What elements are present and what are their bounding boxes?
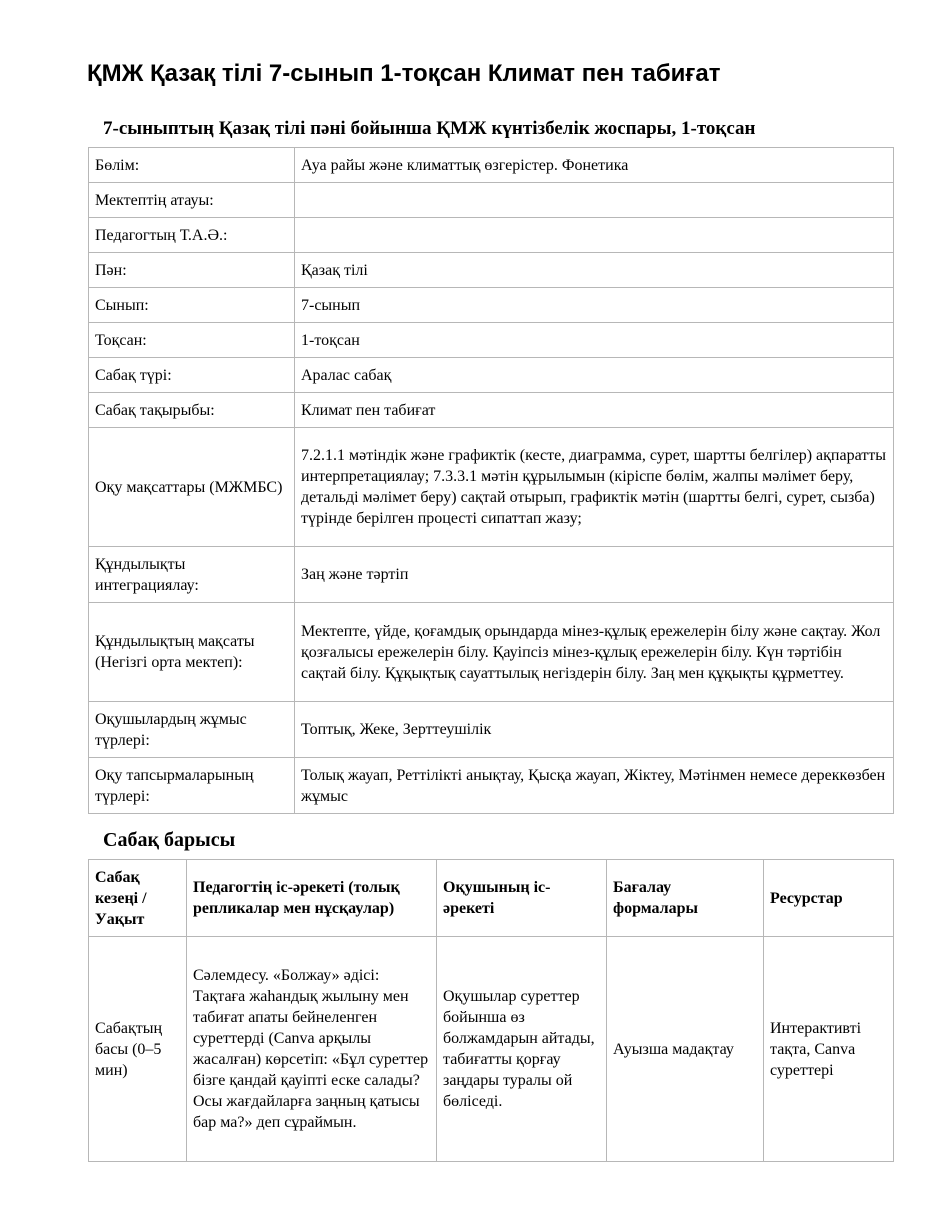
info-value: Климат пен табиғат	[295, 393, 894, 428]
info-label: Сабақ түрі:	[89, 358, 295, 393]
info-label: Оқушылардың жұмыс түрлері:	[89, 702, 295, 758]
lesson-plan-table	[88, 859, 894, 1162]
info-label: Бөлім:	[89, 148, 295, 183]
table-row-value-goal	[89, 603, 894, 702]
info-value: Ауа райы және климаттық өзгерістер. Фонетика	[295, 148, 894, 183]
info-label: Құндылықтың мақсаты (Негізгі орта мектеп):	[89, 603, 295, 702]
info-value: Қазақ тілі	[295, 253, 894, 288]
column-header-student-activity: Оқушының іс-әрекеті	[437, 860, 607, 937]
info-value	[295, 183, 894, 218]
table-row-teacher-name	[89, 218, 894, 253]
table-row-section	[89, 148, 894, 183]
info-value: Толық жауап, Реттілікті анықтау, Қысқа жауап, Жіктеу, Мәтінмен немесе дереккөзбен жұмыс	[295, 758, 894, 814]
info-label: Мектептің атауы:	[89, 183, 295, 218]
document-subtitle: 7-сыныптың Қазақ тілі пәні бойынша ҚМЖ күнтізбелік жоспары, 1-тоқсан	[103, 118, 756, 139]
column-header-resources: Ресурстар	[764, 860, 894, 937]
info-label: Оқу мақсаттары (МЖМБС)	[89, 428, 295, 547]
cell-teacher-activity: Сәлемдесу. «Болжау» әдісі: Тақтаға жаһандық жылыну мен табиғат апаты бейнеленген суреттерді (Canva арқылы жасалған) көрсетіп: «Бұл суреттер бізге қандай қауіпті еске салады? Осы жағдайларға заңның қатысы бар ма?» деп сұраймын.	[187, 937, 437, 1162]
section-heading: Сабақ барысы	[103, 829, 236, 851]
info-value	[295, 218, 894, 253]
lesson-info-table	[88, 147, 894, 814]
info-value: 7-сынып	[295, 288, 894, 323]
info-value: Заң және тәртіп	[295, 547, 894, 603]
info-label: Педагогтың Т.А.Ә.:	[89, 218, 295, 253]
table-row-quarter	[89, 323, 894, 358]
table-row-work-types	[89, 702, 894, 758]
info-value: Аралас сабақ	[295, 358, 894, 393]
page-title: ҚМЖ Қазақ тілі 7-сынып 1-тоқсан Климат пен табиғат	[87, 60, 721, 87]
info-label: Сабақ тақырыбы:	[89, 393, 295, 428]
table-row-school-name	[89, 183, 894, 218]
table-row	[89, 937, 894, 1162]
cell-student-activity: Оқушылар суреттер бойынша өз болжамдарын айтады, табиғатты қорғау заңдары туралы ой бөліседі.	[437, 937, 607, 1162]
info-value: Мектепте, үйде, қоғамдық орындарда мінез-құлық ережелерін білу және сақтау. Жол қозғалысы ережелерін білу. Қауіпсіз мінез-құлық ережелерін білу. Күн тәртібін сақтай білу. Құқықтық сауаттылық негіздерін білу. Заң мен құқықты құрметтеу.	[295, 603, 894, 702]
info-label: Сынып:	[89, 288, 295, 323]
info-value: Топтық, Жеке, Зерттеушілік	[295, 702, 894, 758]
table-header-row	[89, 860, 894, 937]
info-label: Оқу тапсырмаларының түрлері:	[89, 758, 295, 814]
table-row-lesson-type	[89, 358, 894, 393]
cell-stage: Сабақтың басы (0–5 мин)	[89, 937, 187, 1162]
cell-resources: Интерактивті тақта, Canva суреттері	[764, 937, 894, 1162]
table-row-grade	[89, 288, 894, 323]
column-header-stage: Сабақ кезеңі / Уақыт	[89, 860, 187, 937]
info-value: 7.2.1.1 мәтіндік және графиктік (кесте, диаграмма, сурет, шартты белгілер) ақпаратты интерпретациялау; 7.3.3.1 мәтін құрылымын (кіріспе бөлім, жалпы мәлімет беру, детальді мәлімет беру) сақтай отырып, графиктік мәтін (шартты белгі, сурет, сызба) түрінде берілген процесті сипаттап жазу;	[295, 428, 894, 547]
cell-assessment: Ауызша мадақтау	[607, 937, 764, 1162]
column-header-teacher-activity: Педагогтің іс-әрекеті (толық репликалар мен нұсқаулар)	[187, 860, 437, 937]
info-value: 1-тоқсан	[295, 323, 894, 358]
table-row-learning-objectives	[89, 428, 894, 547]
info-label: Тоқсан:	[89, 323, 295, 358]
table-row-lesson-topic	[89, 393, 894, 428]
table-row-task-types	[89, 758, 894, 814]
info-label: Пән:	[89, 253, 295, 288]
table-row-value-integration	[89, 547, 894, 603]
table-row-subject	[89, 253, 894, 288]
info-label: Құндылықты интеграциялау:	[89, 547, 295, 603]
column-header-assessment: Бағалау формалары	[607, 860, 764, 937]
